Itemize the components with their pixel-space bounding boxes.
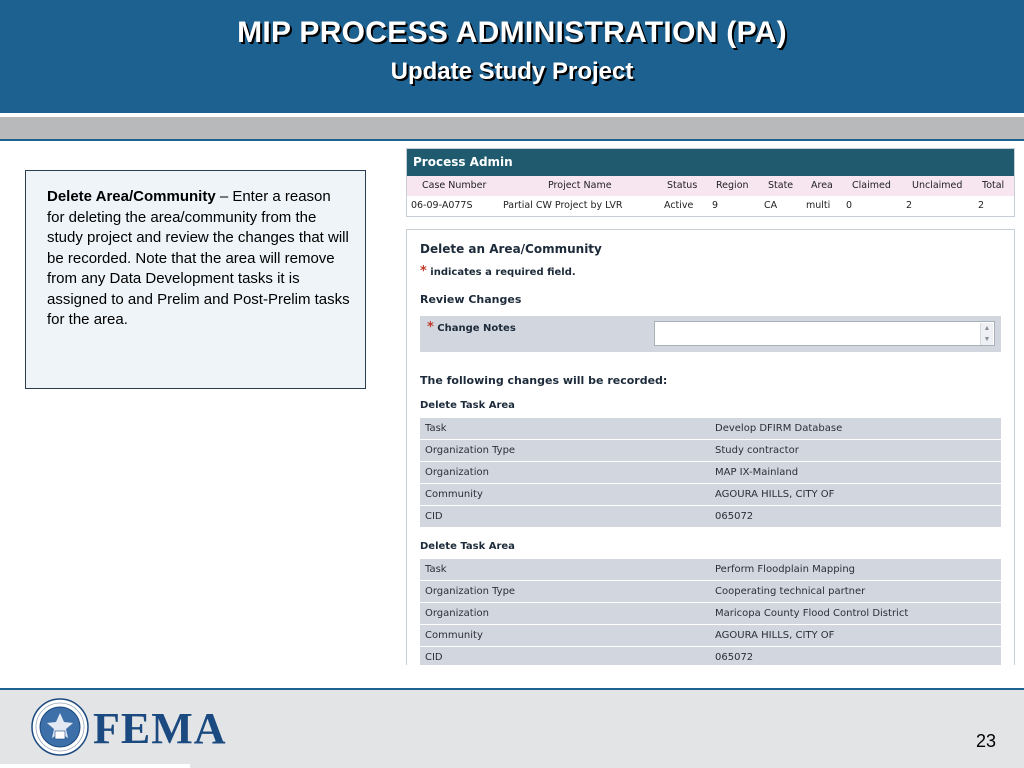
row-key: Organization Type: [425, 445, 516, 456]
callout-body: – Enter a reason for deleting the area/community from the study project and review the changes that will be recorded. Note that the area will remove from any Data Development tasks it is assigned to and Prelim and Post-Prelim tasks for the area.: [47, 188, 350, 328]
slide-subtitle: Update Study Project: [390, 58, 634, 85]
cell-case-number[interactable]: 06-09-A077S: [411, 200, 473, 211]
row-value: AGOURA HILLS, CITY OF: [715, 630, 835, 641]
col-project-name[interactable]: Project Name: [548, 180, 612, 191]
cell-state: CA: [764, 200, 778, 211]
row-value: 065072: [715, 652, 754, 663]
process-admin-title: Process Admin: [406, 148, 1015, 176]
delete-task-area-heading: Delete Task Area: [420, 400, 515, 411]
page-number: 23: [976, 731, 997, 751]
changes-heading: The following changes will be recorded:: [420, 374, 668, 387]
change-notes-scrollbar[interactable]: [980, 323, 993, 345]
table-row: [420, 559, 1001, 581]
table-row: [420, 647, 1001, 666]
row-key: Community: [425, 630, 483, 641]
cell-project-name[interactable]: Partial CW Project by LVR: [503, 200, 623, 211]
table-row[interactable]: [406, 196, 1015, 217]
row-key: Task: [425, 423, 447, 434]
row-value: Study contractor: [715, 445, 799, 456]
table-row: [420, 625, 1001, 647]
scroll-up-icon[interactable]: ▲: [983, 325, 991, 332]
delete-task-area-heading: Delete Task Area: [420, 541, 515, 552]
row-value: Cooperating technical partner: [715, 586, 866, 597]
col-status[interactable]: Status: [667, 180, 698, 191]
row-value: 065072: [715, 511, 754, 522]
row-key: Task: [425, 564, 447, 575]
slide-title: MIP PROCESS ADMINISTRATION (PA): [237, 16, 787, 49]
required-star: *: [420, 264, 427, 279]
col-state[interactable]: State: [768, 180, 794, 191]
review-changes-heading: Review Changes: [420, 293, 522, 306]
callout-text: [47, 187, 352, 331]
header-divider-gray: [0, 117, 1024, 139]
col-total[interactable]: Total: [982, 180, 1005, 191]
cell-area: multi: [806, 200, 831, 211]
row-value: AGOURA HILLS, CITY OF: [715, 489, 835, 500]
cell-unclaimed: 2: [906, 200, 913, 211]
row-value: Maricopa County Flood Control District: [715, 608, 909, 619]
row-key: Organization Type: [425, 586, 516, 597]
delete-area-heading: Delete an Area/Community: [420, 242, 602, 256]
table-row: [420, 440, 1001, 462]
row-value: Perform Floodplain Mapping: [715, 564, 856, 575]
table-row: [420, 603, 1001, 625]
process-admin-columns: [406, 176, 1015, 196]
col-region[interactable]: Region: [716, 180, 749, 191]
table-row: [420, 506, 1001, 528]
row-key: Organization: [425, 467, 489, 478]
slide-header: [0, 0, 1024, 113]
change-notes-row: [420, 316, 1001, 352]
change-notes-label: [427, 320, 516, 335]
dhs-seal-icon: [31, 698, 89, 756]
row-key: CID: [425, 511, 443, 522]
row-value: MAP IX-Mainland: [715, 467, 799, 478]
row-key: Organization: [425, 608, 489, 619]
cell-status: Active: [664, 200, 694, 211]
cell-claimed: 0: [846, 200, 853, 211]
required-note-text: indicates a required field.: [426, 267, 576, 278]
change-notes-input[interactable]: [654, 321, 995, 346]
table-row: [420, 462, 1001, 484]
instruction-callout: [25, 170, 366, 389]
table-row: [420, 581, 1001, 603]
callout-title: Delete Area/Community: [47, 188, 216, 205]
col-claimed[interactable]: Claimed: [852, 180, 891, 191]
col-case-number[interactable]: Case Number: [422, 180, 487, 191]
required-star: *: [427, 320, 434, 335]
required-note: [420, 264, 576, 279]
row-key: CID: [425, 652, 443, 663]
row-key: Community: [425, 489, 483, 500]
col-unclaimed[interactable]: Unclaimed: [912, 180, 963, 191]
scroll-down-icon[interactable]: ▼: [983, 336, 991, 343]
cell-total: 2: [978, 200, 985, 211]
table-row: [420, 484, 1001, 506]
change-notes-label-text: Change Notes: [433, 323, 516, 334]
col-area[interactable]: Area: [811, 180, 833, 191]
footer-white-strip: [0, 764, 190, 768]
table-row: [420, 418, 1001, 440]
cell-region: 9: [712, 200, 719, 211]
fema-logo: FEMA: [93, 704, 227, 753]
header-divider-blue: [0, 139, 1024, 141]
row-value: Develop DFIRM Database: [715, 423, 843, 434]
